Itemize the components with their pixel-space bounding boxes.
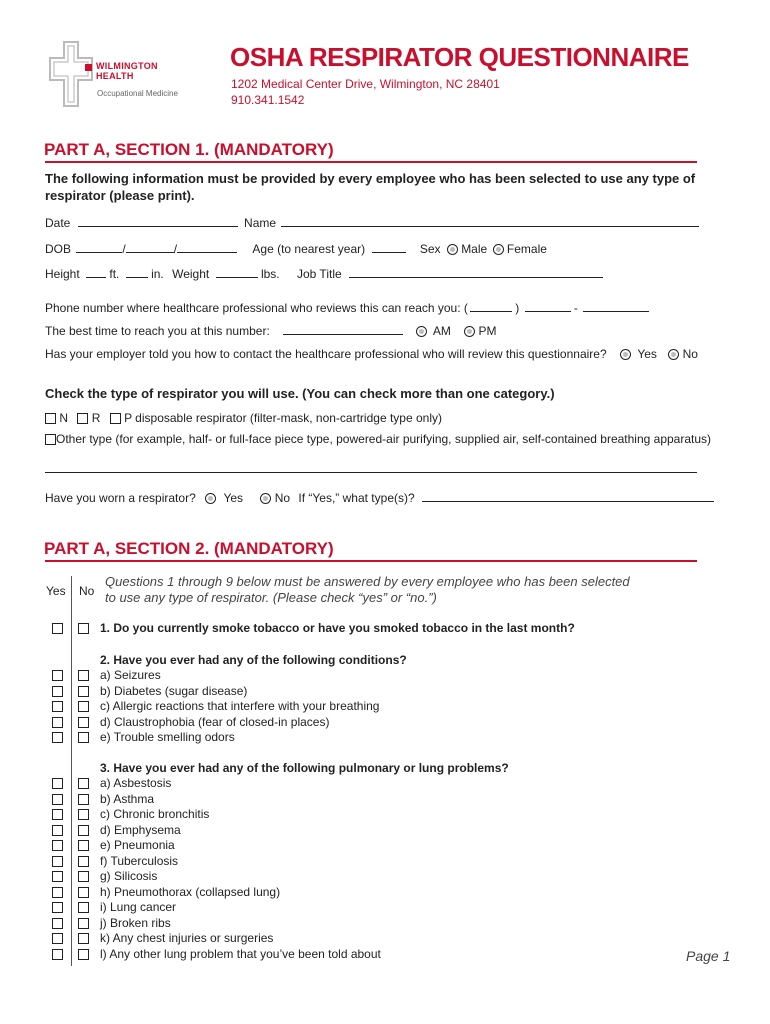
q3-item-text: j) Broken ribs — [100, 915, 171, 930]
q3-item-text: b) Asthma — [100, 791, 155, 806]
age-input[interactable] — [372, 240, 406, 253]
phone-prefix-input[interactable] — [525, 299, 571, 312]
section2-heading: PART A, SECTION 2. (MANDATORY) — [44, 539, 334, 558]
q2-no-checkbox[interactable] — [78, 701, 89, 712]
date-label: Date — [45, 216, 71, 230]
phone-area-input[interactable] — [470, 299, 512, 312]
employer-no-radio[interactable] — [668, 349, 679, 360]
worn-row — [45, 489, 714, 505]
q2-item-text: a) Seizures — [100, 668, 161, 682]
q2-yes-checkbox[interactable] — [52, 732, 63, 743]
worn-yes-radio[interactable] — [205, 493, 216, 504]
section1-intro-line2: respirator (please print). — [45, 188, 195, 203]
q2-yes-checkbox[interactable] — [52, 701, 63, 712]
phone-question: Phone number where healthcare professional who reviews this can reach you: ( — [45, 301, 468, 315]
sex-male-radio[interactable] — [447, 244, 458, 255]
section1-intro-line1: The following information must be provided by every employee who has been selected to use any type of — [45, 171, 696, 186]
q2-item-text: b) Diabetes (sugar disease) — [100, 683, 248, 698]
sex-male-label: Male — [461, 242, 488, 256]
q3-yes-checkbox[interactable] — [52, 949, 63, 960]
q3-no-checkbox[interactable] — [78, 887, 89, 898]
logo-mark-icon — [85, 64, 92, 71]
address: 1202 Medical Center Drive, Wilmington, NC 28401 — [231, 77, 500, 91]
respirator-type-row — [45, 411, 442, 425]
respirator-other-row — [45, 432, 711, 446]
ft-label: ft. — [109, 267, 120, 281]
q3-item-text: l) Any other lung problem that you’ve been told about — [100, 946, 381, 961]
q3-item-text: g) Silicosis — [100, 869, 158, 883]
q3-item-text: k) Any chest injuries or surgeries — [100, 931, 274, 945]
page-number: Page 1 — [686, 948, 731, 964]
q3-item-text: d) Emphysema — [100, 822, 181, 837]
q3-yes-checkbox[interactable] — [52, 887, 63, 898]
section2-instructions-line1: Questions 1 through 9 below must be answered by every employee who has been selected — [105, 574, 630, 589]
height-ft-input[interactable] — [86, 265, 106, 278]
q3-no-checkbox[interactable] — [78, 949, 89, 960]
q3-no-checkbox[interactable] — [78, 840, 89, 851]
q3-yes-checkbox[interactable] — [52, 840, 63, 851]
employer-yes-label: Yes — [637, 347, 657, 361]
phone-row: Phone number where healthcare professional who reviews this can reach you: ( ) - — [45, 299, 649, 315]
type-p-checkbox[interactable] — [110, 413, 121, 424]
job-title-label: Job Title — [296, 267, 342, 281]
type-r-label: R — [91, 411, 101, 425]
worn-if-label: If “Yes,” what type(s)? — [298, 491, 415, 505]
q2-item-text: e) Trouble smelling odors — [100, 730, 235, 744]
logo-subtitle: Occupational Medicine — [97, 89, 178, 98]
phone-line-input[interactable] — [583, 299, 649, 312]
q2-no-checkbox[interactable] — [78, 732, 89, 743]
name-label: Name — [244, 216, 277, 230]
column-divider — [71, 576, 72, 966]
name-input[interactable] — [281, 214, 699, 227]
phone: 910.341.1542 — [231, 93, 305, 107]
q2-text: 2. Have you ever had any of the following conditions? — [100, 653, 407, 667]
type-p-label: P disposable respirator (filter-mask, non-cartridge type only) — [124, 411, 442, 425]
q3-yes-checkbox[interactable] — [52, 933, 63, 944]
q3-no-checkbox[interactable] — [78, 902, 89, 913]
worn-type-input[interactable] — [422, 489, 714, 502]
age-label: Age (to nearest year) — [252, 242, 366, 256]
q2-yes-checkbox[interactable] — [52, 686, 63, 697]
best-time-input[interactable] — [283, 322, 403, 335]
q3-no-checkbox[interactable] — [78, 918, 89, 929]
date-row — [45, 214, 699, 230]
section1-heading: PART A, SECTION 1. (MANDATORY) — [44, 140, 334, 159]
q3-no-checkbox[interactable] — [78, 778, 89, 789]
height-row — [45, 265, 603, 281]
employer-question: Has your employer told you how to contact the healthcare professional who will review this questionnaire? — [45, 347, 607, 361]
q3-yes-checkbox[interactable] — [52, 918, 63, 929]
q3-no-checkbox[interactable] — [78, 856, 89, 867]
sex-label: Sex — [419, 242, 441, 256]
pm-radio[interactable] — [464, 326, 475, 337]
section2-rule — [45, 560, 697, 562]
lbs-label: lbs. — [260, 267, 280, 281]
logo-name-line2: HEALTH — [96, 71, 134, 81]
type-other-label: Other type (for example, half- or full-face piece type, powered-air purifying, supplied air, self-contained breathing apparatus) — [56, 432, 712, 446]
am-label: AM — [432, 324, 451, 338]
q3-yes-checkbox[interactable] — [52, 809, 63, 820]
q3-no-checkbox[interactable] — [78, 933, 89, 944]
sex-female-label: Female — [506, 242, 547, 256]
sex-female-radio[interactable] — [493, 244, 504, 255]
q3-yes-checkbox[interactable] — [52, 871, 63, 882]
worn-yes-label: Yes — [223, 491, 244, 505]
q3-no-checkbox[interactable] — [78, 794, 89, 805]
best-time-question: The best time to reach you at this number: — [45, 324, 270, 338]
height-label: Height — [45, 267, 80, 281]
am-radio[interactable] — [416, 326, 427, 337]
q3-no-checkbox[interactable] — [78, 809, 89, 820]
q3-no-checkbox[interactable] — [78, 825, 89, 836]
date-input[interactable] — [78, 214, 238, 227]
q3-item-text: a) Asbestosis — [100, 776, 172, 790]
q3-yes-checkbox[interactable] — [52, 794, 63, 805]
in-label: in. — [151, 267, 164, 281]
q3-item-text: i) Lung cancer — [100, 900, 177, 914]
employer-yes-radio[interactable] — [620, 349, 631, 360]
q3-item-text: e) Pneumonia — [100, 838, 175, 852]
weight-label: Weight — [172, 267, 210, 281]
q3-item-text: h) Pneumothorax (collapsed lung) — [100, 884, 281, 899]
type-other-checkbox[interactable] — [45, 434, 56, 445]
other-type-input-line[interactable] — [45, 472, 697, 473]
height-in-input[interactable] — [126, 265, 148, 278]
worn-no-radio[interactable] — [260, 493, 271, 504]
q2-yes-checkbox[interactable] — [52, 717, 63, 728]
q3-yes-checkbox[interactable] — [52, 902, 63, 913]
q3-yes-checkbox[interactable] — [52, 856, 63, 867]
dob-year-input[interactable] — [177, 240, 237, 253]
employer-row — [45, 347, 698, 361]
q2-no-checkbox[interactable] — [78, 670, 89, 681]
q3-item-text: c) Chronic bronchitis — [100, 807, 210, 821]
q3-yes-checkbox[interactable] — [52, 778, 63, 789]
employer-no-label: No — [682, 347, 698, 361]
pm-label: PM — [478, 324, 497, 338]
logo-name-line1: WILMINGTON — [96, 61, 158, 71]
type-r-checkbox[interactable] — [77, 413, 88, 424]
q1-text: 1. Do you currently smoke tobacco or have you smoked tobacco in the last month? — [100, 621, 575, 635]
respirator-type-heading: Check the type of respirator you will use. (You can check more than one category.) — [45, 386, 555, 401]
logo-cross-icon — [48, 40, 94, 108]
q2-item-text: d) Claustrophobia (fear of closed-in places) — [100, 714, 330, 729]
q3-text: 3. Have you ever had any of the following pulmonary or lung problems? — [100, 761, 509, 775]
q2-no-checkbox[interactable] — [78, 717, 89, 728]
col-no-header: No — [79, 584, 95, 598]
page-title: OSHA RESPIRATOR QUESTIONNAIRE — [230, 42, 689, 72]
worn-no-label: No — [274, 491, 291, 505]
dob-day-input[interactable] — [126, 240, 174, 253]
job-title-input[interactable] — [349, 265, 603, 278]
worn-question: Have you worn a respirator? — [45, 491, 196, 505]
col-yes-header: Yes — [46, 584, 66, 598]
q2-no-checkbox[interactable] — [78, 686, 89, 697]
section1-rule — [45, 161, 697, 163]
dob-label: DOB — [45, 242, 72, 256]
dob-month-input[interactable] — [76, 240, 122, 253]
q3-no-checkbox[interactable] — [78, 871, 89, 882]
q2-yes-checkbox[interactable] — [52, 670, 63, 681]
q2-item-text: c) Allergic reactions that interfere with your breathing — [100, 699, 380, 713]
best-time-row — [45, 322, 497, 338]
q1-yes-checkbox[interactable] — [52, 623, 63, 634]
q1-no-checkbox[interactable] — [78, 623, 89, 634]
dob-row: DOB / / Age (to nearest year) Sex Male Female — [45, 242, 547, 256]
q3-yes-checkbox[interactable] — [52, 825, 63, 836]
q3-item-text: f) Tuberculosis — [100, 853, 179, 868]
weight-input[interactable] — [216, 265, 258, 278]
section2-instructions-line2: to use any type of respirator. (Please check “yes” or “no.”) — [105, 590, 437, 605]
type-n-checkbox[interactable] — [45, 413, 56, 424]
type-n-label: N — [59, 411, 69, 425]
